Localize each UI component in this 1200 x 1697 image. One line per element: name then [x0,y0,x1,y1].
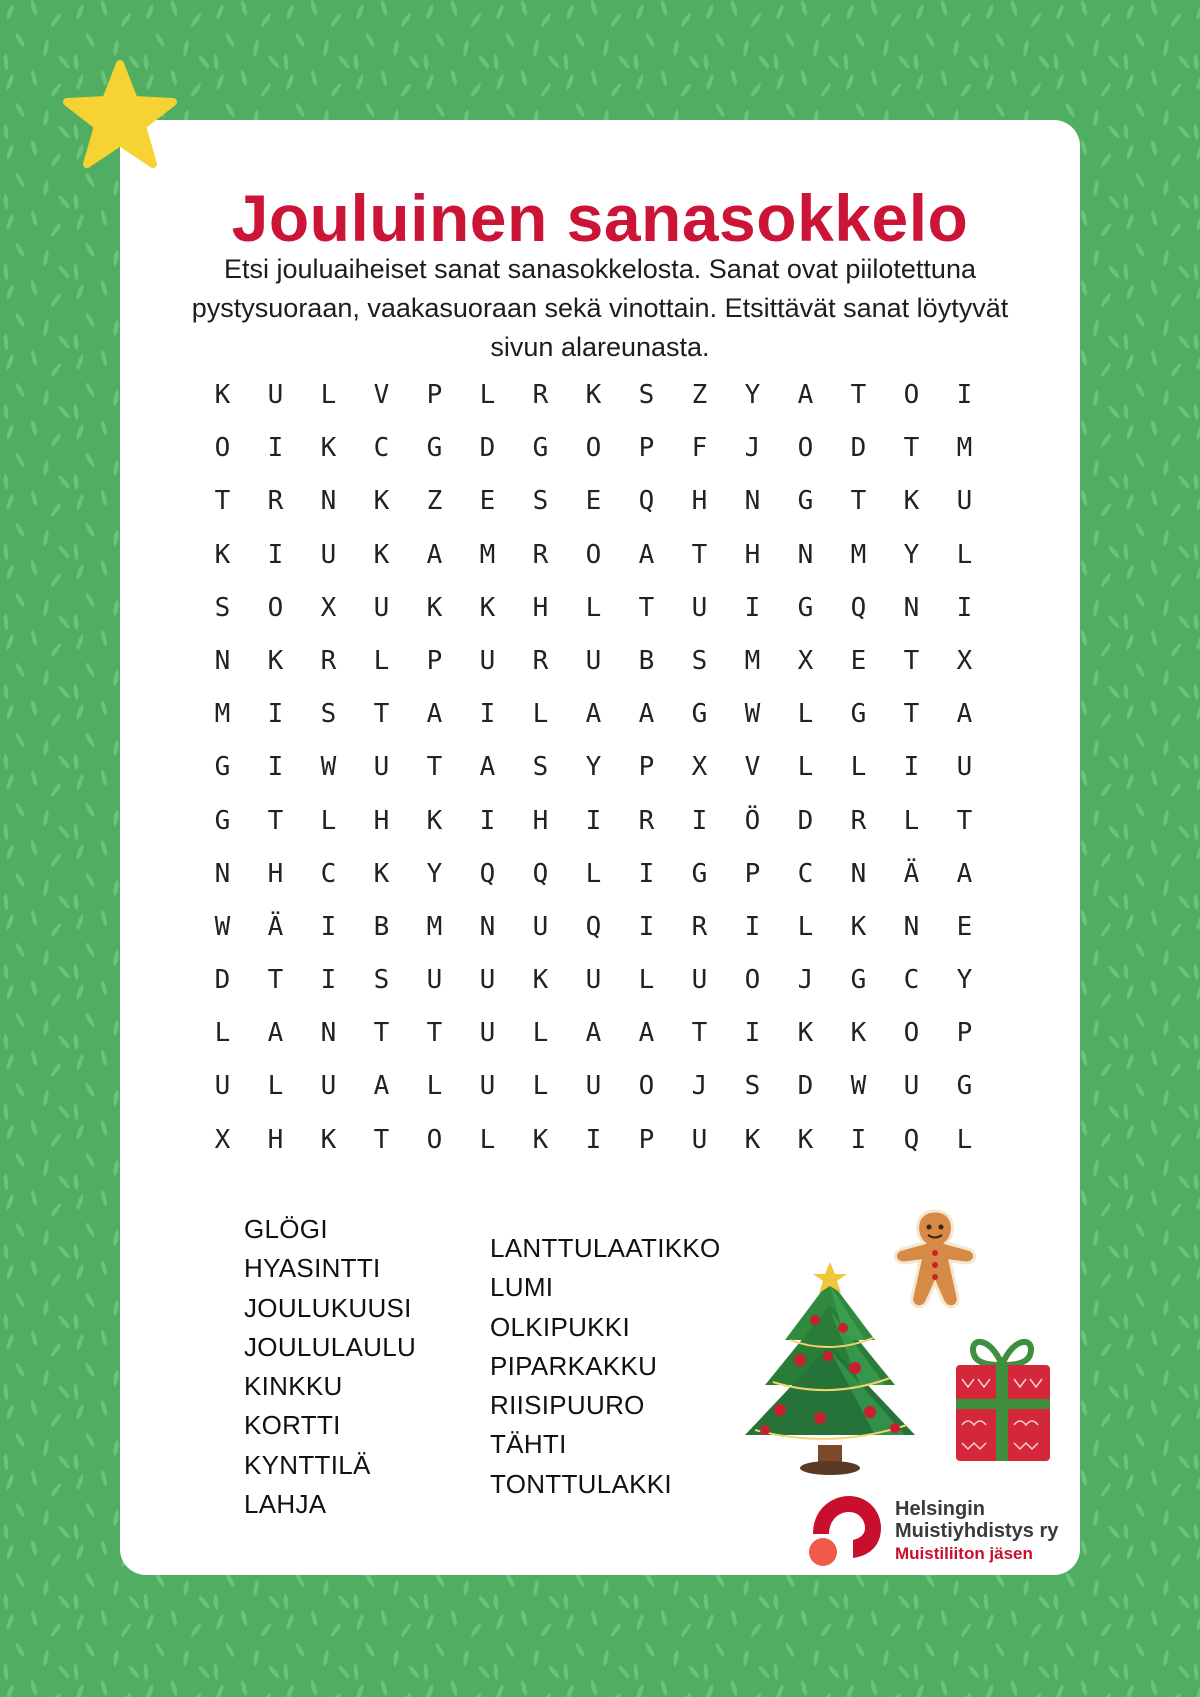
grid-letter: U [479,1071,496,1102]
word-list-item: GLÖGI [244,1214,328,1244]
grid-letter: L [532,1018,549,1049]
grid-letter: C [320,858,337,889]
grid-letter: D [850,433,867,464]
grid-letter: L [797,752,814,783]
grid-letter: V [744,752,761,783]
grid-letter: Q [638,486,655,517]
grid-letter: L [320,380,337,410]
grid-letter: L [426,1071,443,1102]
grid-letter: K [903,486,920,517]
grid-letter: J [797,965,814,996]
word-list-item: TÄHTI [490,1429,567,1460]
logo-subtitle: Muistiliiton jäsen [895,1544,1033,1563]
grid-letter: O [744,965,761,996]
grid-letter: J [744,433,761,464]
grid-letter: M [479,539,496,570]
grid-letter: A [638,1018,655,1049]
grid-letter: I [903,752,920,783]
grid-letter: O [585,539,602,570]
grid-letter: S [532,752,549,783]
grid-letter: D [797,805,814,836]
grid-letter: U [585,1071,602,1102]
grid-letter: U [479,1018,496,1049]
grid-letter: T [903,645,920,676]
grid-letter: E [479,486,496,517]
grid-letter: U [956,752,973,783]
word-search-grid [196,380,991,1178]
grid-letter: C [797,858,814,889]
grid-letter: K [850,1018,867,1049]
grid-letter: U [691,1124,708,1155]
grid-letter: K [744,1124,761,1155]
grid-letter: K [426,805,443,836]
grid-letter: N [903,911,920,942]
grid-letter: M [956,433,973,464]
grid-letter: M [214,699,231,730]
grid-letter: G [532,433,549,464]
grid-letter: H [744,539,761,570]
grid-letter: N [850,858,867,889]
grid-letter: C [373,433,390,464]
grid-letter: I [850,1124,867,1155]
grid-letter: I [479,805,496,836]
grid-letter: S [214,592,231,623]
grid-letter: I [744,592,761,623]
grid-letter: E [956,911,973,942]
grid-letter: G [850,699,867,730]
grid-letter: R [320,645,337,676]
grid-letter: K [797,1124,814,1155]
word-list-item: HYASINTTI [244,1253,381,1284]
grid-letter: L [479,380,496,410]
grid-letter: D [479,433,496,464]
grid-letter: J [691,1071,708,1102]
grid-letter: Y [585,752,602,783]
grid-letter: M [744,645,761,676]
grid-letter: F [691,433,708,464]
grid-letter: G [691,858,708,889]
grid-letter: I [638,858,655,889]
word-list-item: LAHJA [244,1489,327,1520]
grid-letter: A [479,752,496,783]
grid-letter: I [956,380,973,410]
grid-letter: G [214,805,231,836]
word-list-item: RIISIPUURO [490,1390,645,1421]
grid-letter: S [532,486,549,517]
grid-letter: S [744,1071,761,1102]
word-list-item: KYNTTILÄ [244,1449,371,1480]
grid-letter: N [797,539,814,570]
grid-letter: K [797,1018,814,1049]
grid-letter: K [267,645,284,676]
grid-letter: B [373,911,390,942]
grid-letter: O [903,380,920,410]
grid-letter: U [956,486,973,517]
grid-letter: T [267,965,284,996]
grid-letter: G [850,965,867,996]
gift-icon [950,1325,1055,1465]
grid-letter: A [373,1071,390,1102]
grid-letter: U [585,645,602,676]
star-icon [60,58,180,178]
grid-letter: Y [426,858,443,889]
grid-letter: U [320,539,337,570]
grid-letter: I [267,752,284,783]
grid-letter: R [532,539,549,570]
grid-letter: L [956,1124,973,1155]
grid-letter: A [426,699,443,730]
word-list-item: TONTTULAKKI [490,1468,672,1499]
grid-letter: W [744,699,761,730]
grid-letter: Z [691,380,708,410]
grid-letter: R [691,911,708,942]
word-list-right [490,1229,721,1504]
grid-letter: B [638,645,655,676]
grid-letter: U [373,752,390,783]
grid-letter: I [638,911,655,942]
grid-letter: T [373,699,390,730]
grid-letter: L [797,911,814,942]
grid-letter: G [426,433,443,464]
gingerbread-man-icon [888,1205,983,1315]
grid-letter: L [797,699,814,730]
grid-letter: Y [744,380,761,410]
grid-letter: Q [850,592,867,623]
grid-letter: D [214,965,231,996]
grid-letter: K [320,433,337,464]
grid-letter: U [585,965,602,996]
grid-letter: L [638,965,655,996]
grid-letter: X [956,645,973,676]
grid-letter: I [320,965,337,996]
logo-name-line1: Helsingin [895,1498,986,1520]
grid-letter: H [691,486,708,517]
grid-letter: A [267,1018,284,1049]
grid-letter: C [903,965,920,996]
grid-letter: X [214,1124,231,1155]
grid-letter: N [744,486,761,517]
grid-letter: L [532,699,549,730]
grid-letter: S [638,380,655,410]
organization-logo [803,1490,1073,1570]
grid-letter: L [585,858,602,889]
grid-letter: M [426,911,443,942]
grid-letter: H [267,1124,284,1155]
grid-letter: P [426,645,443,676]
grid-letter: K [214,380,231,410]
grid-letter: U [532,911,549,942]
grid-letter: I [691,805,708,836]
grid-letter: K [214,539,231,570]
grid-letter: G [797,592,814,623]
grid-letter: T [638,592,655,623]
grid-letter: X [691,752,708,783]
grid-letter: L [585,592,602,623]
grid-letter: R [267,486,284,517]
grid-letter: N [320,1018,337,1049]
word-list-item: LUMI [490,1272,554,1303]
grid-letter: I [267,539,284,570]
grid-letter: K [532,965,549,996]
grid-letter: U [479,645,496,676]
grid-letter: T [373,1018,390,1049]
grid-letter: A [797,380,814,410]
grid-letter: G [797,486,814,517]
grid-letter: T [214,486,231,517]
grid-letter: U [691,965,708,996]
grid-letter: A [585,1018,602,1049]
grid-letter: N [903,592,920,623]
grid-letter: L [903,805,920,836]
grid-letter: P [638,1124,655,1155]
grid-letter: H [267,858,284,889]
grid-letter: T [850,486,867,517]
grid-letter: Y [903,539,920,570]
grid-letter: W [214,911,231,942]
grid-letter: R [532,380,549,410]
grid-letter: I [744,911,761,942]
grid-letter: I [479,699,496,730]
grid-letter: U [426,965,443,996]
grid-letter: R [850,805,867,836]
word-list-item: PIPARKAKKU [490,1350,658,1381]
grid-letter: U [320,1071,337,1102]
grid-letter: K [320,1124,337,1155]
grid-letter: L [373,645,390,676]
grid-letter: N [479,911,496,942]
grid-letter: T [956,805,973,836]
grid-letter: U [267,380,284,410]
logo-icon [803,1494,883,1570]
grid-letter: S [373,965,390,996]
grid-letter: I [585,1124,602,1155]
grid-letter: U [214,1071,231,1102]
grid-letter: A [426,539,443,570]
grid-letter: T [691,1018,708,1049]
grid-letter: H [532,805,549,836]
grid-letter: S [320,699,337,730]
grid-letter: I [585,805,602,836]
grid-letter: K [373,858,390,889]
grid-letter: Q [532,858,549,889]
grid-letter: L [532,1071,549,1102]
grid-letter: T [903,433,920,464]
grid-letter: K [585,380,602,410]
grid-letter: I [744,1018,761,1049]
grid-letter: Ä [903,858,920,889]
grid-letter: A [638,699,655,730]
grid-letter: O [426,1124,443,1155]
grid-letter: O [903,1018,920,1049]
grid-letter: Ö [744,805,761,836]
grid-letter: L [956,539,973,570]
grid-letter: M [850,539,867,570]
grid-letter: T [903,699,920,730]
grid-letter: T [426,1018,443,1049]
grid-letter: K [426,592,443,623]
grid-letter: Ä [267,911,284,942]
word-list-item: KINKKU [244,1371,343,1402]
grid-letter: K [373,486,390,517]
grid-letter: Z [426,486,443,517]
grid-letter: O [585,433,602,464]
grid-letter: E [850,645,867,676]
grid-letter: T [426,752,443,783]
grid-letter: K [479,592,496,623]
grid-letter: X [797,645,814,676]
grid-letter: T [373,1124,390,1155]
grid-letter: A [956,699,973,730]
grid-letter: I [320,911,337,942]
grid-letter: N [320,486,337,517]
grid-letter: G [956,1071,973,1102]
grid-letter: A [638,539,655,570]
grid-letter: K [373,539,390,570]
grid-letter: W [850,1071,867,1102]
grid-letter: U [479,965,496,996]
grid-letter: N [214,858,231,889]
grid-letter: O [797,433,814,464]
grid-letter: L [320,805,337,836]
grid-letter: A [585,699,602,730]
grid-letter: P [956,1018,973,1049]
grid-letter: Y [956,965,973,996]
grid-letter: L [850,752,867,783]
word-list-item: JOULULAULU [244,1331,417,1362]
grid-letter: A [956,858,973,889]
grid-letter: P [744,858,761,889]
grid-letter: U [373,592,390,623]
grid-letter: L [479,1124,496,1155]
instructions-text: Etsi jouluaiheiset sanat sanasokkelosta. Sanat ovat piilotettuna pystysuoraan, vaakasuoraan sekä vinottain. Etsittävät sanat löytyvät sivun alareunasta. [191,254,1009,362]
grid-letter: R [638,805,655,836]
grid-letter: K [532,1124,549,1155]
word-list-item: KORTTI [244,1410,341,1441]
grid-letter: Q [479,858,496,889]
word-list-item: LANTTULAATIKKO [490,1233,721,1263]
grid-letter: T [267,805,284,836]
grid-letter: U [691,592,708,623]
grid-letter: I [267,433,284,464]
grid-letter: H [532,592,549,623]
word-list-item: JOULUKUUSI [244,1292,412,1323]
grid-letter: G [691,699,708,730]
grid-letter: P [638,752,655,783]
grid-letter: O [638,1071,655,1102]
word-list-item: OLKIPUKKI [490,1311,630,1342]
grid-letter: I [267,699,284,730]
grid-letter: S [691,645,708,676]
grid-letter: P [638,433,655,464]
grid-letter: K [850,911,867,942]
grid-letter: U [903,1071,920,1102]
grid-letter: D [797,1071,814,1102]
word-list-left [244,1210,416,1524]
grid-letter: T [850,380,867,410]
grid-letter: G [214,752,231,783]
grid-letter: I [956,592,973,623]
page-title: Jouluinen sanasokkelo [231,181,969,255]
grid-letter: L [267,1071,284,1102]
grid-letter: L [214,1018,231,1049]
grid-letter: N [214,645,231,676]
grid-letter: T [691,539,708,570]
grid-letter: R [532,645,549,676]
grid-letter: Q [903,1124,920,1155]
grid-letter: P [426,380,443,410]
grid-letter: E [585,486,602,517]
grid-letter: H [373,805,390,836]
logo-name-line2: Muistiyhdistys ry [895,1520,1059,1542]
grid-letter: W [320,752,337,783]
grid-letter: Q [585,911,602,942]
grid-letter: O [267,592,284,623]
grid-letter: X [320,592,337,623]
grid-letter: O [214,433,231,464]
grid-letter: V [373,380,390,410]
